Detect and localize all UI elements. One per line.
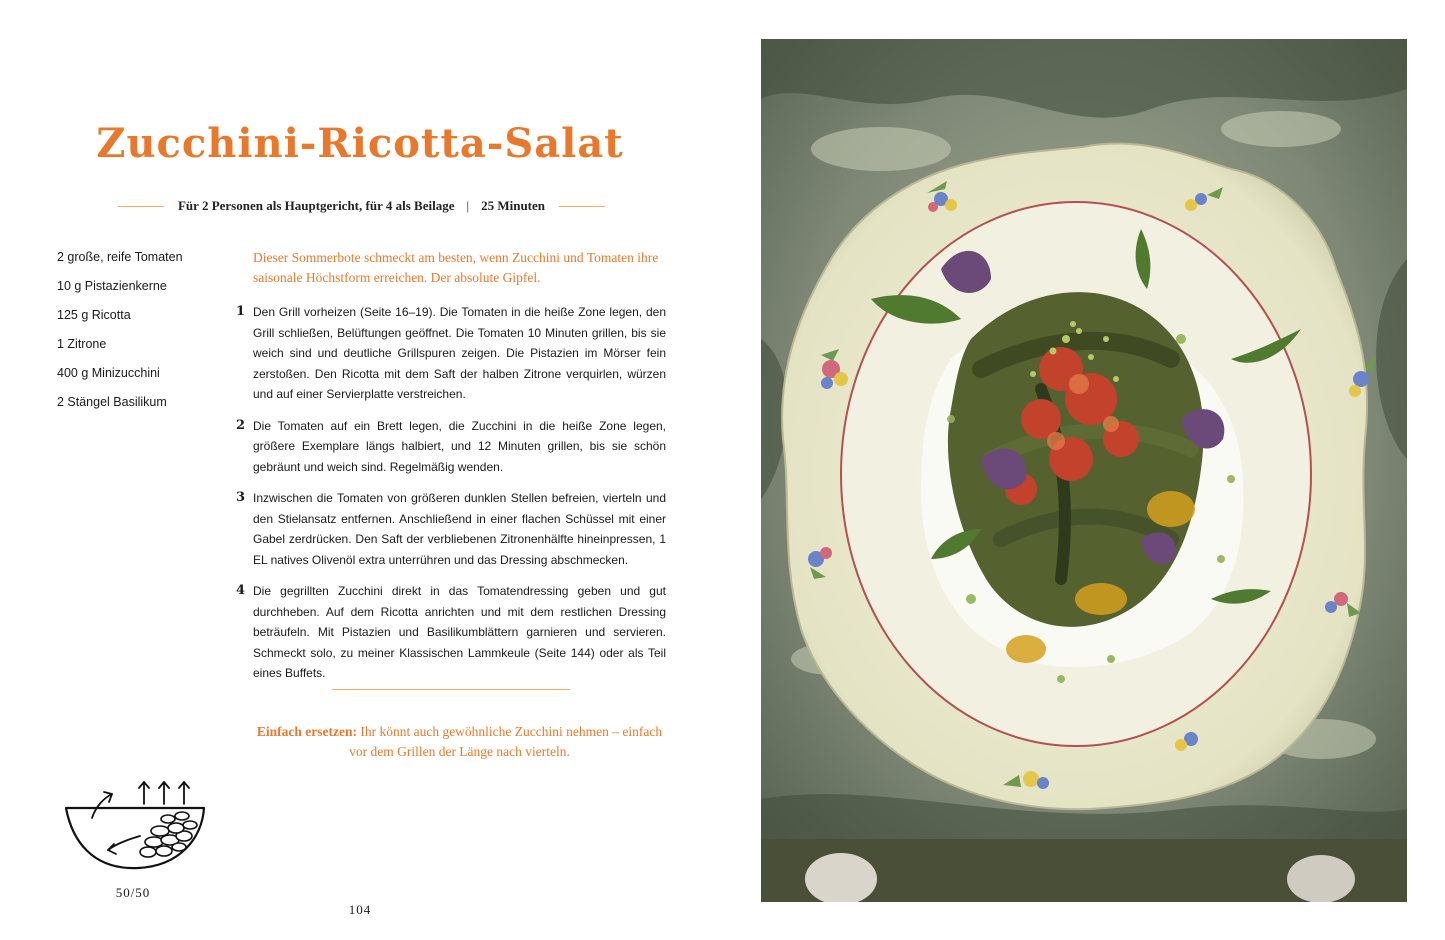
ingredient-list: [57, 247, 183, 421]
meta-text: [178, 198, 545, 214]
step-number: 1: [236, 304, 246, 319]
ingredient-item: 125 g Ricotta: [57, 308, 131, 322]
ingredient-item: 2 Stängel Basilikum: [57, 395, 167, 409]
servings: Für 2 Personen als Hauptgericht, für 4 als Beilage: [177, 198, 455, 213]
ingredient-item: 10 g Pistazienkerne: [57, 279, 167, 293]
step-number: 3: [236, 490, 246, 505]
page-number: 104: [348, 902, 372, 917]
tip: [253, 722, 666, 762]
meta-rule-left: [118, 206, 164, 207]
step-text: Die Tomaten auf ein Brett legen, die Zucchini in die heiße Zone legen, größere Exemplare längs halbiert, und 12 Minuten grillen, bis sie schön gebräunt und weich sind. Regelmäßig wenden.: [253, 418, 666, 474]
tip-label: Einfach ersetzen:: [256, 724, 357, 739]
recipe-step: [236, 416, 666, 478]
tip-text: Ihr könnt auch gewöhnliche Zucchini nehmen – einfach vor dem Grillen der Länge nach vierteln.: [349, 724, 663, 759]
step-text: Die gegrillten Zucchini direkt in das Tomatendressing geben und gut durchheben. Auf dem Ricotta anrichten und mit dem restlichen Dressing beträufeln. Mit Pistazien und Basilikumblättern garnieren und servieren. Schmeckt solo, zu meiner Klassischen Lammkeule (Seite 144) oder als Teil eines Buffets.: [253, 584, 666, 680]
step-list: [236, 302, 666, 695]
step-number: 2: [236, 417, 246, 433]
recipe-intro: Dieser Sommerbote schmeckt am besten, wenn Zucchini und Tomaten ihre saisonale Höchstform erreichen. Der absolute Gipfel.: [253, 250, 659, 285]
ingredient-item: 2 große, reife Tomaten: [57, 250, 183, 264]
step-text: Inzwischen die Tomaten von größeren dunklen Stellen befreien, vierteln und den Stielansatz entfernen. Anschließend in einer flachen Schüssel mit einer Gabel zerdrücken. Den Saft der verbliebenen Zitronenhälfte hineinpressen, 1 EL natives Olivenöl extra unterrühren und das Dressing abschmecken.: [253, 491, 666, 567]
ingredient-item: 400 g Minizucchini: [57, 366, 160, 380]
tip-divider: [332, 689, 570, 690]
grill-setup-label: 50/50: [115, 885, 151, 900]
ingredient-item: 1 Zitrone: [57, 337, 107, 351]
recipe-step: [236, 302, 666, 405]
dish-photo: [761, 39, 1407, 902]
recipe-step: [236, 488, 666, 570]
recipe-meta: [118, 197, 605, 215]
meta-rule-right: [559, 206, 605, 207]
recipe-step: [236, 581, 666, 684]
step-number: 4: [236, 583, 246, 598]
recipe-title: Zucchini-Ricotta-Salat: [96, 120, 624, 167]
grill-setup-50-50-icon: [62, 778, 208, 876]
cook-time: 25 Minuten: [481, 198, 545, 213]
step-text: Den Grill vorheizen (Seite 16–19). Die Tomaten in die heiße Zone legen, den Grill schließen, Belüftungen geöffnet. Die Tomaten 10 Minuten grillen, bis sie weich sind und deutliche Grillspuren zeigen. Die Pistazien im Mörser fein zerstoßen. Den Ricotta mit dem Saft der halben Zitrone verquirlen, würzen und auf einer Servierplatte verstreichen.: [253, 305, 666, 401]
meta-separator: |: [466, 198, 470, 213]
